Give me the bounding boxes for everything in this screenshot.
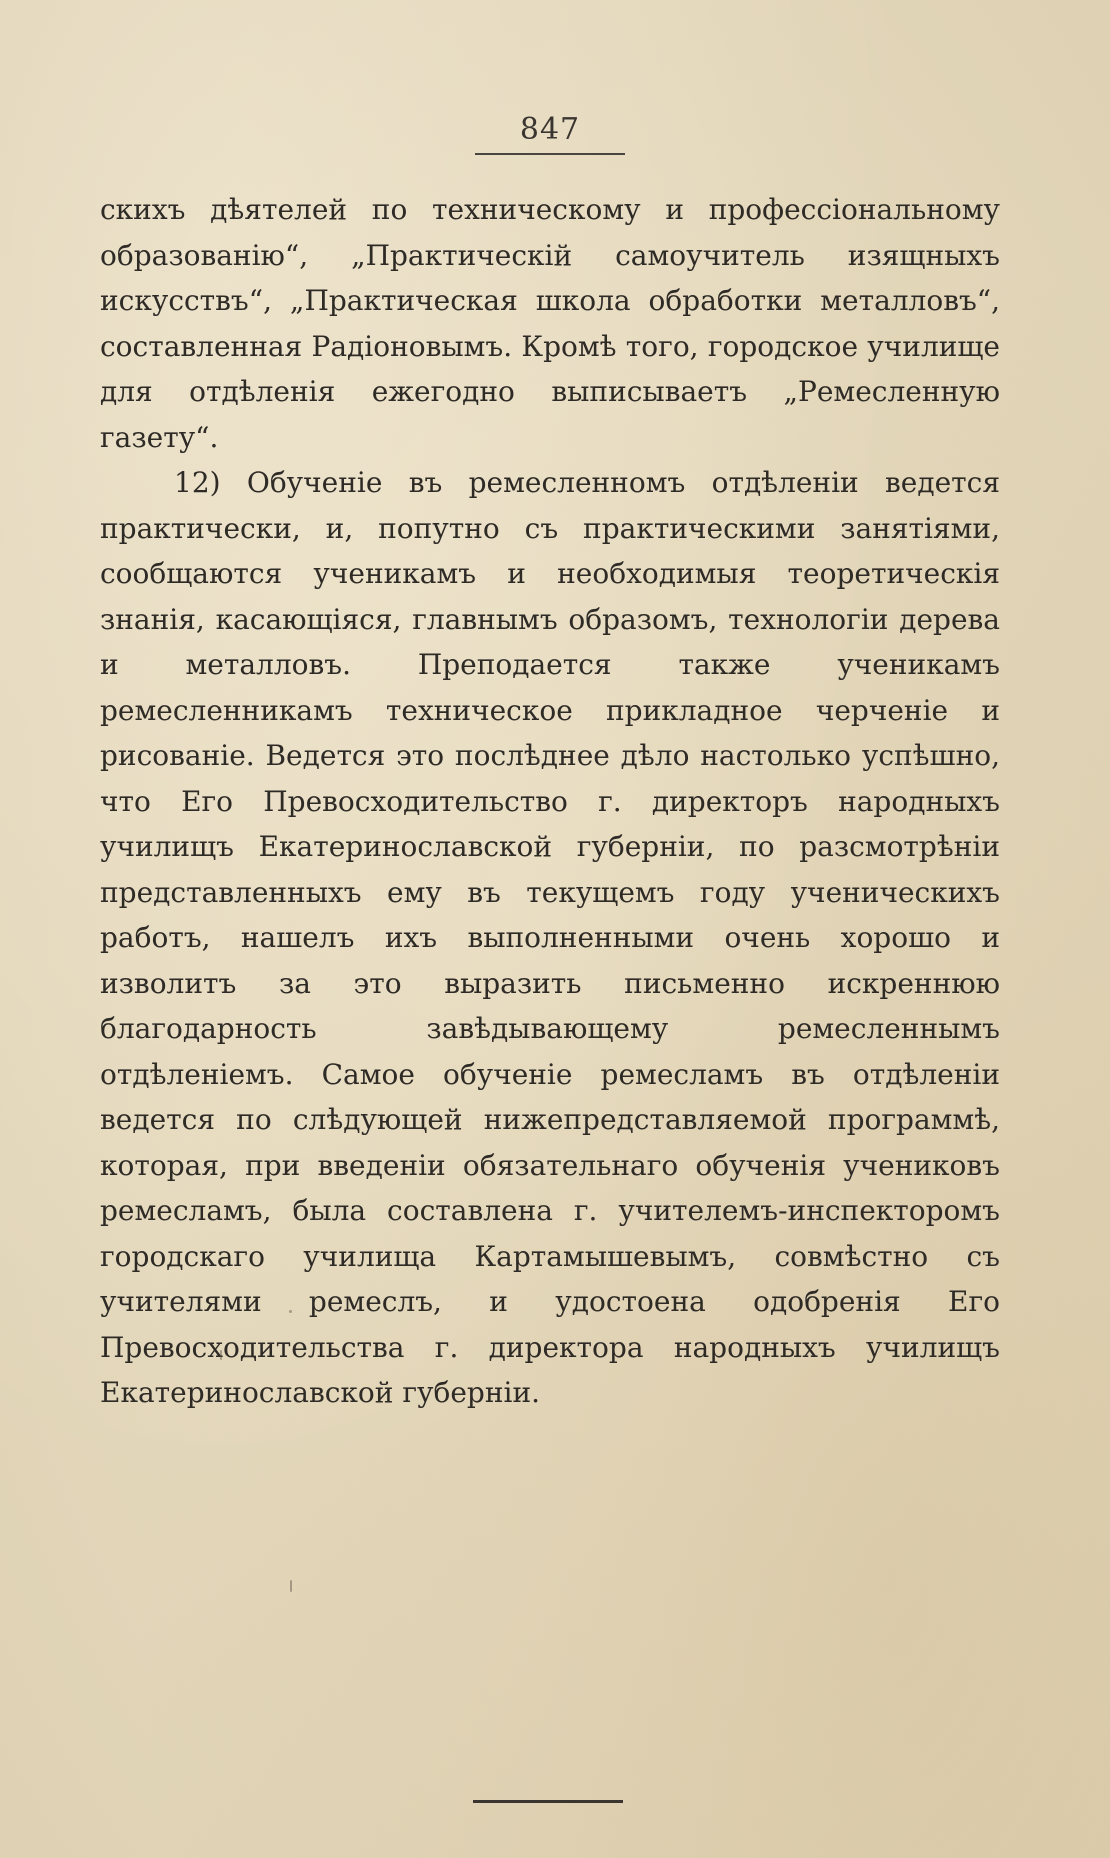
paper-speck (954, 386, 956, 394)
body-text (100, 187, 1000, 1416)
end-rule (473, 1800, 623, 1803)
page-number: 847 (519, 112, 581, 147)
page-number-rule (475, 153, 625, 155)
paper-speck (289, 1310, 292, 1313)
paper-speck (220, 1350, 222, 1360)
paper-speck (290, 1580, 292, 1592)
paragraph-1: скихъ дѣятелей по техническому и профессіональному образованію“, „Практическій самоучитель изящныхъ искусствъ“, „Практическая школа обработки металловъ“, составленная Радіоновымъ. Кромѣ того, городское училище для отдѣленія ежегодно выписываетъ „Ремесленную газету“. (100, 193, 1000, 454)
paragraph-2: 12) Обученіе въ ремесленномъ отдѣленіи ведется практически, и, попутно съ практическими занятіями, сообщаются ученикамъ и необходимыя теоретическія знанія, касающіяся, главнымъ образомъ, технологіи дерева и металловъ. Преподается также ученикамъ ремесленникамъ техническое прикладное черченіе и рисованіе. Ведется это послѣднее дѣло настолько успѣшно, что Его Превосходительство г. директоръ народныхъ училищъ Екатеринославской губерніи, по разсмотрѣніи представленныхъ ему въ текущемъ году ученическихъ работъ, нашелъ ихъ выполненными очень хорошо и изволитъ за это выразить письменно искреннюю благодарность завѣдывающему ремесленнымъ отдѣленіемъ. Самое обученіе ремесламъ въ отдѣленіи ведется по слѣдующей нижепредставляемой программѣ, которая, при введеніи обязательнаго обученія учениковъ ремесламъ, была составлена г. учителемъ-инспекторомъ городскаго училища Картамышевымъ, совмѣстно съ учителями ремеслъ, и удостоена одобренія Его Превосходительства г. директора народныхъ училищъ Екатеринославской губерніи. (100, 466, 1000, 1409)
